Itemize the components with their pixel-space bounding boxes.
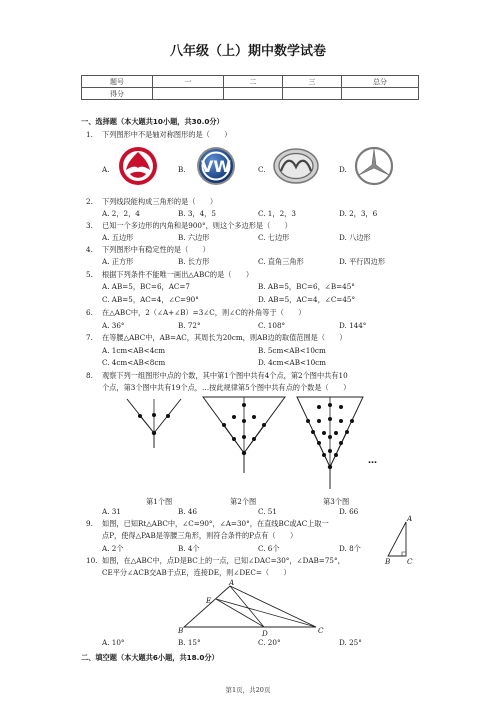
q9-label-b: B: [385, 557, 391, 566]
q5-option-a[interactable]: A. AB=5，BC=6，AC=7: [102, 282, 190, 291]
score-cell[interactable]: [283, 88, 342, 100]
q8-figure-2-label: 第2个图: [230, 497, 257, 506]
q8-figure-3: [294, 393, 366, 491]
logo-b-image: [196, 146, 236, 186]
q3-text: 已知一个多边形的内角和是900°，则这个多边形是（ ）: [102, 221, 292, 230]
logo-a-image: [118, 146, 158, 186]
q4-option-d[interactable]: D. 平行四边形: [339, 257, 386, 266]
q7-option-a[interactable]: A. 1cm<AB<4cm: [102, 346, 166, 355]
score-cell[interactable]: [224, 88, 283, 100]
q8-continuation-dots: …: [368, 456, 377, 466]
q8-text-line-1: 观察下列一组图形中点的个数，其中第1个图中共有4个点，第2个图中共有10: [102, 371, 348, 380]
q7-text: 在等腰△ABC中，AB=AC，其周长为20cm，则AB边的取值范围是（ ）: [102, 333, 347, 342]
q9-option-d[interactable]: D. 8个: [339, 544, 361, 553]
q10-label-d: D: [262, 629, 268, 638]
q9-text-line-1: 如图，已知Rt△ABC中，∠C=90°，∠A=30°，在直线BC或AC上取一: [102, 519, 329, 528]
logo-b-text: VW: [200, 157, 232, 176]
q6-text: 在△ABC中，2（∠A+∠B）=3∠C，则∠C的补角等于（ ）: [102, 308, 306, 317]
q1-label-b: B.: [178, 165, 186, 174]
q6-option-a[interactable]: A. 36°: [102, 321, 125, 330]
score-table: [81, 75, 419, 100]
q10-text-line-1: 如图，在△ABC中，点D是BC上的一点，已知∠DAC=30°，∠DAB=75°，: [102, 556, 345, 565]
q5-option-d[interactable]: D. AB=5，AC=4，∠C=45°: [258, 295, 356, 304]
logo-d-image: [354, 146, 394, 186]
q8-option-c[interactable]: C. 51: [258, 507, 277, 516]
q1-label-c: C.: [258, 165, 266, 174]
q8-number: 8.: [86, 371, 93, 380]
q8-option-d[interactable]: D. 66: [339, 507, 359, 516]
q2-option-d[interactable]: D. 2，3，6: [339, 209, 378, 218]
q10-number: 10.: [86, 556, 98, 565]
score-header-cell: 三: [283, 76, 342, 88]
logo-c-image: [272, 147, 320, 185]
score-cell[interactable]: [153, 88, 224, 100]
q2-option-c[interactable]: C. 1，2，3: [258, 209, 296, 218]
q1-label-d: D.: [339, 165, 347, 174]
q5-number: 5.: [86, 270, 93, 279]
score-cell[interactable]: [342, 88, 419, 100]
q6-number: 6.: [86, 308, 93, 317]
q1-number: 1.: [86, 130, 93, 139]
q8-figure-2: [200, 393, 288, 475]
q7-option-d[interactable]: D. 4cm<AB<10cm: [258, 358, 326, 367]
q8-figure-3-label: 第3个图: [323, 497, 350, 506]
section-2-heading: 二、填空题（本大题共6小题，共18.0分）: [81, 653, 219, 662]
q5-text: 根据下列条件不能唯一画出△ABC的是（ ）: [102, 270, 254, 279]
q2-number: 2.: [86, 197, 93, 206]
q2-option-a[interactable]: A. 2，2，4: [102, 209, 140, 218]
score-header-cell: 二: [224, 76, 283, 88]
q2-text: 下列线段能构成三角形的是（ ）: [102, 197, 218, 206]
q10-triangle-figure: [176, 580, 326, 640]
q10-label-a: A: [229, 578, 235, 587]
q3-option-b[interactable]: B. 六边形: [178, 233, 210, 242]
q4-option-c[interactable]: C. 直角三角形: [258, 257, 304, 266]
q4-number: 4.: [86, 245, 93, 254]
q9-text-line-2: 点P，使得△PAB是等腰三角形，则符合条件的P点有（ ）: [102, 531, 298, 540]
q9-option-b[interactable]: B. 4个: [178, 544, 200, 553]
q8-option-a[interactable]: A. 31: [102, 507, 121, 516]
q10-option-a[interactable]: A. 10°: [102, 638, 125, 647]
q6-option-d[interactable]: D. 144°: [339, 321, 367, 330]
q10-option-b[interactable]: B. 15°: [178, 638, 201, 647]
q9-number: 9.: [86, 519, 93, 528]
q8-figure-1-label: 第1个图: [146, 497, 173, 506]
q1-label-a: A.: [102, 165, 110, 174]
score-header-cell: 总分: [342, 76, 419, 88]
exam-title: 八年级（上）期中数学试卷: [169, 44, 326, 59]
q4-option-b[interactable]: B. 长方形: [178, 257, 210, 266]
q4-text: 下列图形中有稳定性的是（ ）: [102, 245, 210, 254]
q4-option-a[interactable]: A. 正方形: [102, 257, 134, 266]
q1-text: 下列图形中不是轴对称图形的是（ ）: [102, 130, 232, 139]
q8-text-line-2: 个点，第3个图中共有19个点，…按此规律第5个图中共有点的个数是（ ）: [102, 383, 351, 392]
score-header-cell: 题号: [82, 76, 153, 88]
q3-number: 3.: [86, 221, 93, 230]
q8-option-b[interactable]: B. 46: [178, 507, 197, 516]
section-1-heading: 一、选择题（本大题共10小题，共30.0分）: [81, 117, 224, 126]
q7-option-b[interactable]: B. 5cm<AB<10cm: [258, 346, 326, 355]
score-header-cell: 一: [153, 76, 224, 88]
score-row-label: 得分: [82, 88, 153, 100]
q7-number: 7.: [86, 333, 93, 342]
q9-option-a[interactable]: A. 2个: [102, 544, 124, 553]
q9-label-a: A: [407, 514, 413, 523]
q6-option-b[interactable]: B. 72°: [178, 321, 201, 330]
page-footer: 第1页，共20页: [225, 686, 271, 694]
q3-option-d[interactable]: D. 八边形: [339, 233, 371, 242]
q5-option-b[interactable]: B. AB=5，BC=6，∠B=45°: [258, 282, 355, 291]
q8-figure-1: [124, 395, 184, 450]
q9-option-c[interactable]: C. 6个: [258, 544, 280, 553]
q10-label-e: E: [206, 596, 212, 605]
q7-option-c[interactable]: C. 4cm<AB<8cm: [102, 358, 166, 367]
q10-option-d[interactable]: D. 25°: [339, 638, 362, 647]
q9-label-c: C: [407, 557, 413, 566]
q3-option-c[interactable]: C. 七边形: [258, 233, 290, 242]
q5-option-c[interactable]: C. AB=5，AC=4，∠C=90°: [102, 295, 199, 304]
q10-label-b: B: [178, 626, 184, 635]
q3-option-a[interactable]: A. 五边形: [102, 233, 134, 242]
q2-option-b[interactable]: B. 3，4，5: [178, 209, 216, 218]
q6-option-c[interactable]: C. 108°: [258, 321, 286, 330]
q10-option-c[interactable]: C. 20°: [258, 638, 281, 647]
q10-label-c: C: [318, 626, 324, 635]
q10-text-line-2: CE平分∠ACB交AB于点E，连接DE，则∠DEC=（ ）: [102, 568, 291, 577]
